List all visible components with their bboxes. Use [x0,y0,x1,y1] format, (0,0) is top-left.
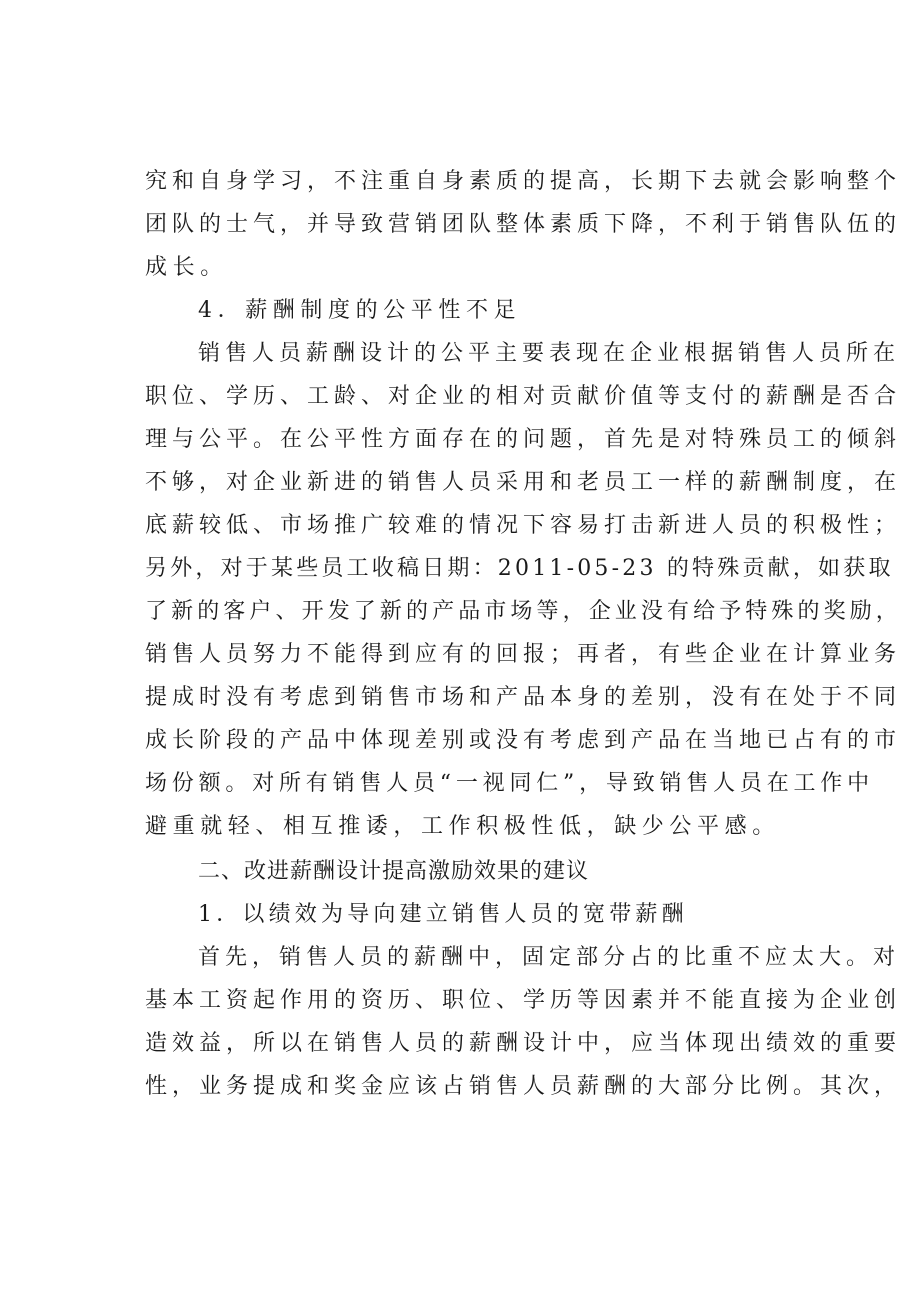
paragraph-line: 避重就轻、相互推诿，工作积极性低，缺少公平感。 [145,814,780,839]
paragraph-line: 性，业务提成和奖金应该占销售人员薪酬的大部分比例。其次， [145,1074,902,1099]
paragraph-line: 首先，销售人员的薪酬中，固定部分占的比重不应太大。对 [198,945,901,970]
paragraph-line: 了新的客户、开发了新的产品市场等，企业没有给予特殊的奖励， [145,599,902,624]
paragraph-line: 团队的士气，并导致营销团队整体素质下降，不利于销售队伍的 [145,212,902,237]
paragraph-line: 职位、学历、工龄、对企业的相对贡献价值等支付的薪酬是否合 [145,384,902,409]
paragraph-line: 销售人员努力不能得到应有的回报；再者，有些企业在计算业务 [145,642,902,667]
paragraph-line: 另外，对于某些员工收稿日期：2011-05-23 的特殊贡献，如获取 [145,556,894,581]
subsection-heading: 1．以绩效为导向建立销售人员的宽带薪酬 [198,902,688,927]
paragraph-line: 究和自身学习，不注重自身素质的提高，长期下去就会影响整个 [145,169,902,194]
paragraph-line: 成长阶段的产品中体现差别或没有考虑到产品在当地已占有的市 [145,728,902,753]
paragraph-line: 造效益，所以在销售人员的薪酬设计中，应当体现出绩效的重要 [145,1031,902,1056]
subsection-heading: 4．薪酬制度的公平性不足 [198,298,522,323]
paragraph-line: 基本工资起作用的资历、职位、学历等因素并不能直接为企业创 [145,988,902,1013]
paragraph-line: 成长。 [145,255,228,280]
paragraph-line: 理与公平。在公平性方面存在的问题，首先是对特殊员工的倾斜 [145,427,902,452]
paragraph-line: 场份额。对所有销售人员“一视同仁”，导致销售人员在工作中 [145,771,874,796]
section-heading: 二、改进薪酬设计提高激励效果的建议 [198,859,590,884]
paragraph-line: 不够，对企业新进的销售人员采用和老员工一样的薪酬制度，在 [145,470,902,495]
paragraph-line: 底薪较低、市场推广较难的情况下容易打击新进人员的积极性； [145,513,902,538]
paragraph-line: 提成时没有考虑到销售市场和产品本身的差别，没有在处于不同 [145,685,902,710]
paragraph-line: 销售人员薪酬设计的公平主要表现在企业根据销售人员所在 [198,341,901,366]
